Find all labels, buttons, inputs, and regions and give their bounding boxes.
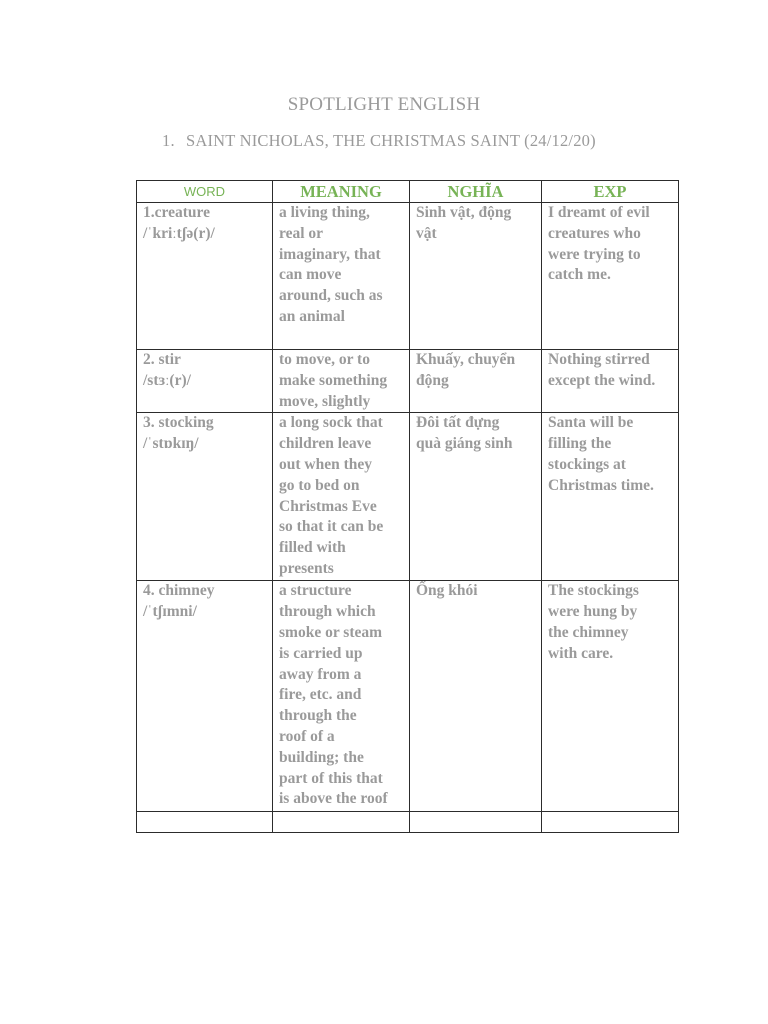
meaning-cell [273,203,410,350]
exp-line: with care. [548,644,614,662]
nghia-cell [410,350,542,413]
meaning-line: part of this that [279,769,383,787]
meaning-line: is above the roof [279,790,388,808]
exp-line: Christmas time. [548,476,654,494]
meaning-line: make something [279,371,388,389]
meaning-line: away from a [279,665,362,683]
word-text: 1.creature [143,204,210,221]
nghia-line: quà giáng sinh [416,435,513,453]
meaning-line: out when they [279,455,373,473]
nghia-cell [410,413,542,581]
meaning-line: through the [279,707,357,725]
lesson-title-text: SAINT NICHOLAS, THE CHRISTMAS SAINT (24/12/20) [186,131,596,150]
meaning-cell [273,581,410,812]
exp-line: stockings at [548,455,626,473]
table-header-row [137,181,679,203]
word-text: 4. chimney [143,582,215,600]
exp-line: creatures who [548,224,641,242]
meaning-line: an animal [279,307,345,325]
lesson-number: 1. [162,131,175,150]
meaning-line: is carried up [279,644,363,662]
word-cell [137,350,273,413]
word-text: 3. stocking [143,414,214,432]
exp-line: the chimney [548,623,629,641]
header-exp: EXP [542,181,679,203]
meaning-line: go to bed on [279,476,360,494]
exp-cell [542,413,679,581]
empty-cell [410,812,542,833]
header-nghia: NGHĨA [410,181,542,203]
meaning-line: Christmas Eve [279,497,377,515]
word-cell [137,413,273,581]
exp-line: were trying to [548,245,641,263]
meaning-line: a structure [279,582,352,600]
meaning-line: roof of a [279,727,335,745]
meaning-cell [273,413,410,581]
meaning-cell [273,350,410,413]
table-row [137,581,679,812]
meaning-line: children leave [279,435,372,453]
nghia-line: vật [416,224,437,242]
nghia-line: Đôi tất đựng [416,414,500,432]
exp-line: I dreamt of evil [548,204,650,221]
meaning-line: so that it can be [279,518,384,536]
header-meaning: MEANING [273,181,410,203]
word-ipa: /ˈstɒkɪŋ/ [143,435,199,453]
page-title: SPOTLIGHT ENGLISH [287,94,481,115]
meaning-line: building; the [279,748,364,766]
lesson-title [162,131,596,151]
nghia-line: Ống khói [416,582,478,600]
exp-line: except the wind. [548,371,656,389]
meaning-line: can move [279,266,342,284]
exp-cell [542,581,679,812]
table-row [137,350,679,413]
exp-line: Santa will be [548,414,634,432]
word-ipa: /stɜː(r)/ [143,371,191,389]
exp-cell [542,203,679,350]
word-cell [137,581,273,812]
empty-row [137,812,679,833]
meaning-line: a living thing, [279,204,370,221]
exp-line: were hung by [548,603,638,621]
meaning-line: through which [279,603,376,621]
empty-cell [137,812,273,833]
word-ipa: /ˈkriːtʃə(r)/ [143,224,215,242]
meaning-line: to move, or to [279,351,370,368]
meaning-line: imaginary, that [279,245,381,263]
meaning-line: fire, etc. and [279,686,362,704]
meaning-line: smoke or steam [279,623,383,641]
meaning-line: around, such as [279,287,383,305]
empty-cell [542,812,679,833]
meaning-line: filled with [279,539,346,557]
word-cell [137,203,273,350]
nghia-line: động [416,371,449,389]
nghia-line: Khuấy, chuyển [416,351,516,368]
nghia-cell [410,203,542,350]
empty-cell [273,812,410,833]
meaning-line: move, slightly [279,392,371,410]
word-text: 2. stir [143,351,181,368]
exp-line: Nothing stirred [548,351,650,368]
word-ipa: /ˈtʃɪmni/ [143,603,197,621]
header-word: WORD [137,181,273,203]
nghia-cell [410,581,542,812]
meaning-line: real or [279,224,324,242]
meaning-line: presents [279,559,334,577]
nghia-line: Sinh vật, động [416,204,512,221]
meaning-line: a long sock that [279,414,383,432]
exp-line: filling the [548,435,612,453]
table-row [137,413,679,581]
exp-line: catch me. [548,266,611,284]
exp-cell [542,350,679,413]
table-row [137,203,679,350]
exp-line: The stockings [548,582,639,600]
vocabulary-table [136,180,679,833]
